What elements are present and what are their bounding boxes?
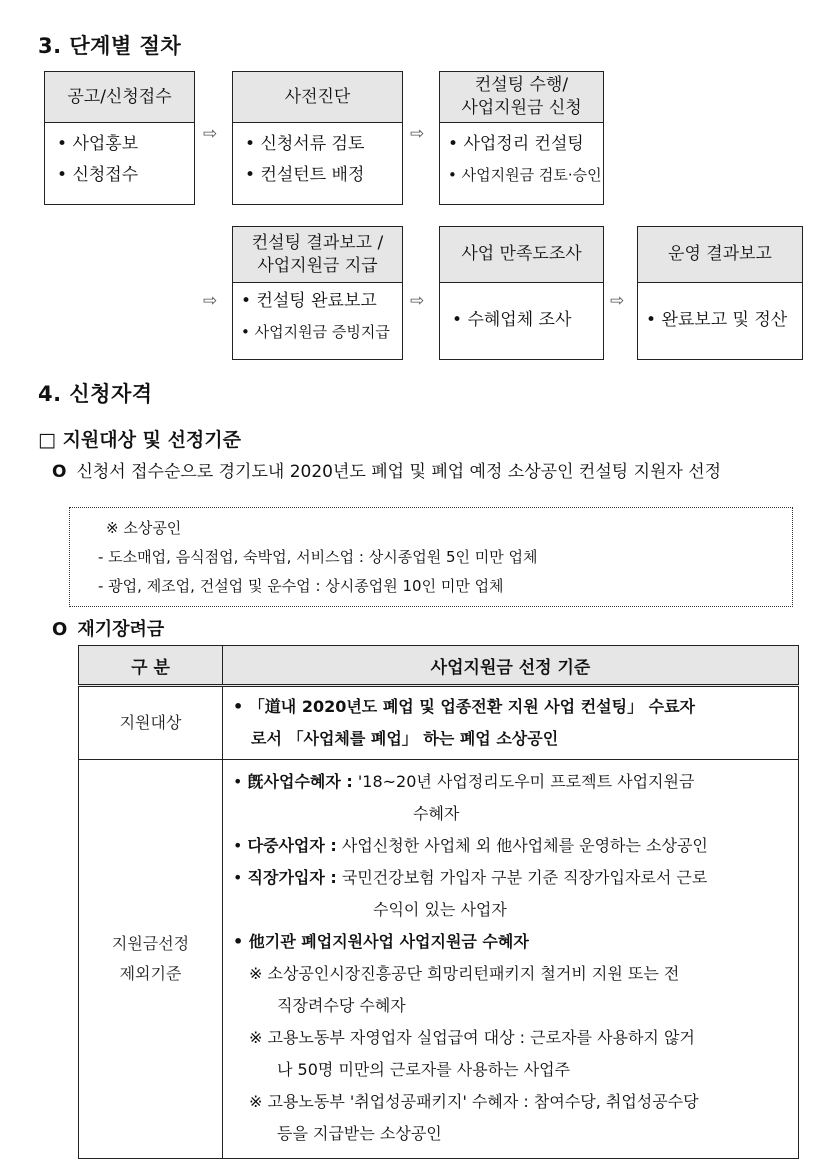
list-item: • 직장가입자 : 국민건강보험 가입자 구분 기준 직장가입자로서 근로 bbox=[233, 868, 708, 887]
flow-box-header: 공고/신청접수 bbox=[45, 72, 194, 123]
row-content: • 「道내 2020년도 폐업 및 업종전환 지원 사업 컨설팅」 수료자 로서 「사업체를 폐업」 하는 폐업 소상공인 bbox=[223, 686, 799, 760]
flow-box-header: 컨설팅 결과보고 / 사업지원금 지급 bbox=[233, 227, 402, 283]
flow-box-items: • 신청서류 검토 • 컨설턴트 배정 bbox=[233, 123, 402, 191]
flow-arrow: ⇨ bbox=[203, 124, 218, 144]
section-4-title: 4. 신청자격 bbox=[38, 382, 153, 406]
criteria-point-1: O 신청서 접수순으로 경기도내 2020년도 폐업 및 폐업 예정 소상공인 컨설팅 지원자 선정 bbox=[52, 462, 722, 482]
criteria-point-2: O 재기장려금 bbox=[52, 619, 165, 640]
flow-box-report bbox=[232, 226, 403, 360]
flow-box-header: 컨설팅 수행/ 사업지원금 신청 bbox=[440, 72, 603, 123]
list-item: • 다중사업자 : 사업신청한 사업체 외 他사업체를 운영하는 소상공인 bbox=[233, 836, 708, 855]
section-3-title: 3. 단계별 절차 bbox=[38, 34, 182, 58]
flow-box-items: • 수혜업체 조사 bbox=[440, 283, 603, 336]
criteria-heading: □ 지원대상 및 선정기준 bbox=[38, 429, 241, 451]
flow-box-header: 사업 만족도조사 bbox=[440, 227, 603, 283]
table-row bbox=[79, 686, 799, 760]
list-item: • 他기관 폐업지원사업 사업지원금 수혜자 bbox=[233, 932, 529, 951]
flow-box-items: • 완료보고 및 정산 bbox=[638, 283, 802, 336]
list-item: • 旣사업수혜자 : '18~20년 사업정리도우미 프로젝트 사업지원금 bbox=[233, 772, 695, 791]
flow-box-items: • 사업정리 컨설팅 • 사업지원금 검토·승인 bbox=[440, 123, 603, 191]
circle-bullet-icon: O bbox=[52, 462, 67, 482]
flow-box-consulting bbox=[439, 71, 604, 205]
row-label: 지원대상 bbox=[79, 686, 223, 760]
flow-box-header: 사전진단 bbox=[233, 72, 402, 123]
table-row bbox=[79, 760, 799, 1159]
flow-box-header: 운영 결과보고 bbox=[638, 227, 802, 283]
flow-arrow: ⇨ bbox=[410, 124, 425, 144]
table-header-criteria: 사업지원금 선정 기준 bbox=[223, 646, 799, 686]
criteria-table bbox=[78, 645, 799, 1159]
flow-arrow: ⇨ bbox=[203, 291, 218, 311]
table-header-row bbox=[79, 646, 799, 686]
row-label: 지원금선정 제외기준 bbox=[79, 760, 223, 1159]
circle-bullet-icon: O bbox=[52, 619, 68, 640]
flow-arrow: ⇨ bbox=[610, 291, 625, 311]
table-header-category: 구 분 bbox=[79, 646, 223, 686]
flow-arrow: ⇨ bbox=[410, 291, 425, 311]
flow-box-apply bbox=[44, 71, 195, 205]
flow-box-items: • 컨설팅 완료보고 • 사업지원금 증빙지급 bbox=[233, 283, 402, 348]
flow-box-survey bbox=[439, 226, 604, 360]
row-content: • 旣사업수혜자 : '18~20년 사업정리도우미 프로젝트 사업지원금 수혜자 • 다중사업자 : 사업신청한 사업체 외 他사업체를 운영하는 소상공인 • 직장가입자 : 국민건강보험 가입자 구분 기준 직장가입자로서 근로 수익이 있는 사업자 • 他기관 폐업지원사업 사업지원금 수혜자 ※ 소상공인시장진흥공단 희망리턴패키지 철거비 지원 또는 전 직장려수당 수혜자 ※ 고용노동부 자영업자 실업급여 대상 : 근로자를 사용하지 않거 나 50명 미만의 근로자를 사용하는 사업주 ※ 고용노동부 '취업성공패키지' 수혜자 : 참여수당, 취업성공수당 등을 지급받는 소상공인 bbox=[223, 760, 799, 1159]
flow-box-items: • 사업홍보 • 신청접수 bbox=[45, 123, 194, 191]
note-box: ※ 소상공인 - 도소매업, 음식점업, 숙박업, 서비스업 : 상시종업원 5인 미만 업체 - 광업, 제조업, 건설업 및 운수업 : 상시종업원 10인 미만 업체 bbox=[69, 507, 793, 607]
flow-box-result bbox=[637, 226, 803, 360]
flow-box-diagnosis bbox=[232, 71, 403, 205]
